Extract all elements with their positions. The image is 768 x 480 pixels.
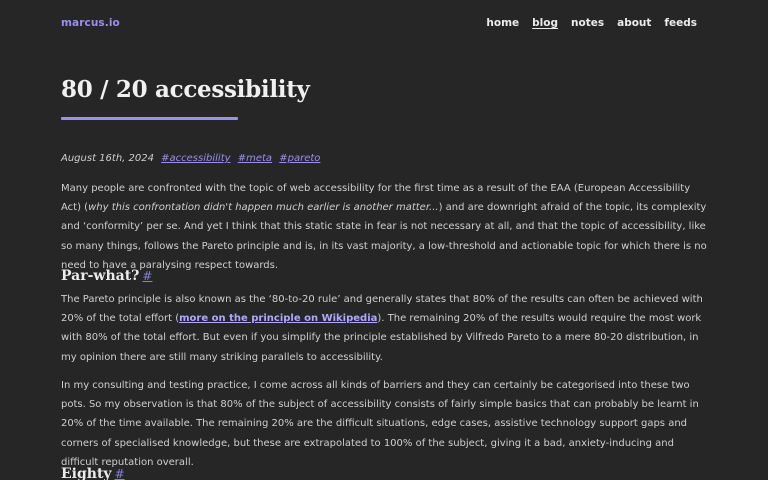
nav-notes[interactable]: notes (571, 17, 605, 29)
nav-home[interactable]: home (486, 17, 520, 29)
post-date: August 16th, 2024 (61, 153, 154, 164)
tag-accessibility[interactable]: #accessibility (161, 153, 231, 164)
main-nav (486, 17, 697, 29)
nav-blog[interactable]: blog (532, 17, 559, 29)
section-heading-eighty: Eighty # (61, 466, 125, 480)
tag-meta[interactable]: #meta (237, 153, 273, 164)
nav-about[interactable]: about (617, 17, 652, 29)
section-heading-par-what: Par-what? # (61, 268, 153, 284)
intro-paragraph: Many people are confronted with the topic of web accessibility for the first time as a result of the EAA (European Accessibility Act) (why this confrontation didn't happen much earlier is another matter...) and are downright afraid of the topic, its complexity and ‘conformity’ per se. And yet I think that this static state in fear is not necessary at all, and that the topic of accessibility, like so many things, follows the Pareto principle and is, in its vast majority, a low-threshold and actionable topic for which there is no need to have a paralysing respect towards. (61, 183, 707, 271)
practice-paragraph: In my consulting and testing practice, I come across all kinds of barriers and they can certainly be categorised into these two pots. So my observation is that 80% of the subject of accessibility consists of fairly simple basics that can probably be learnt in 20% of the time available. The remaining 20% are the difficult situations, edge cases, assistive technology support gaps and corners of specialised knowledge, but these are extrapolated to 100% of the subject, giving it a bad, anxiety-inducing and difficult reputation overall. (61, 380, 699, 468)
pareto-paragraph: The Pareto principle is also known as the ‘80-to-20 rule’ and generally states that 80% of the results can often be achieved with 20% of the total effort (more on the principle on Wikipedia). The remaining 20% of the results would require the most work with 80% of the total effort. But even if you simplify the principle established by Vilfredo Pareto to a mere 80-20 distribution, in my opinion there are still many striking parallels to accessibility. (61, 294, 703, 363)
nav-feeds[interactable]: feeds (664, 17, 697, 29)
page-title: 80 / 20 accessibility (61, 76, 310, 103)
wikipedia-link[interactable]: more on the principle on Wikipedia (179, 313, 378, 325)
site-logo-link[interactable]: marcus.io (61, 17, 120, 29)
site-header (0, 0, 768, 48)
heading-anchor-link[interactable]: # (114, 467, 125, 480)
heading-anchor-link[interactable]: # (142, 269, 153, 283)
intro-aside: why this confrontation didn't happen much earlier is another matter... (88, 202, 439, 214)
tag-pareto[interactable]: #pareto (279, 153, 321, 164)
post-meta (61, 153, 320, 164)
title-underline (61, 117, 238, 120)
